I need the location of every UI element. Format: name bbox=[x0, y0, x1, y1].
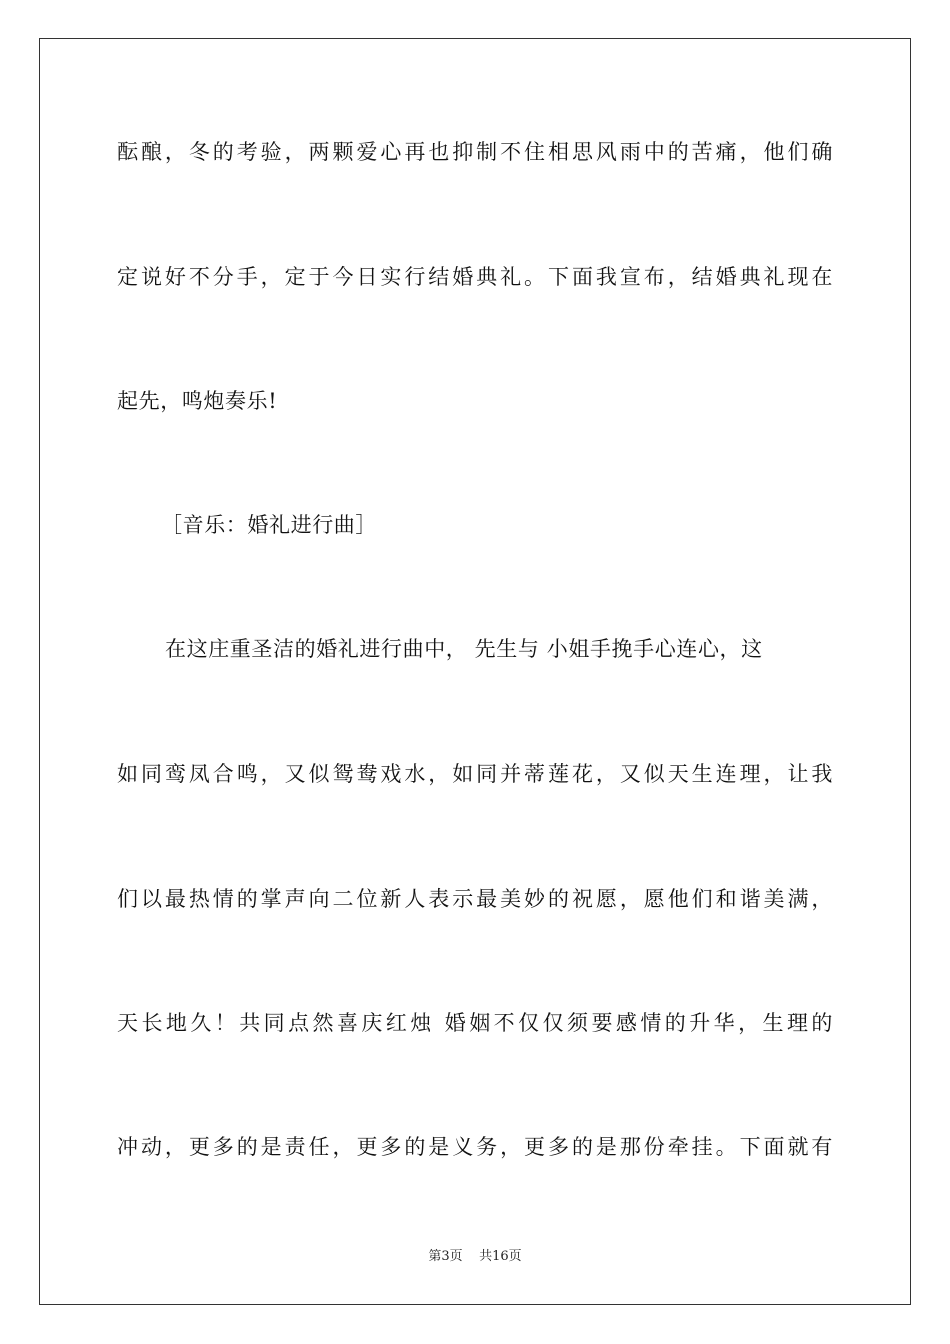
text-line-1: 酝酿，冬的考验，两颗爱心再也抑制不住相思风雨中的苦痛，他们确 bbox=[117, 140, 833, 164]
text-line-8: 天长地久！共同点然喜庆红烛 婚姻不仅仅须要感情的升华，生理的 bbox=[117, 1011, 833, 1035]
text-line-5: 在这庄重圣洁的婚礼进行曲中， 先生与 小姐手挽手心连心，这 bbox=[165, 637, 763, 661]
text-line-3: 起先，鸣炮奏乐! bbox=[117, 389, 278, 413]
music-note-line: ［音乐：婚礼进行曲］ bbox=[161, 513, 377, 537]
text-line-6: 如同鸾凤合鸣，又似鸳鸯戏水，如同并蒂莲花，又似天生连理，让我 bbox=[117, 762, 833, 786]
page-total: 共16页 bbox=[479, 1249, 522, 1264]
text-line-2: 定说好不分手，定于今日实行结婚典礼。下面我宣布，结婚典礼现在 bbox=[117, 265, 833, 289]
text-line-9: 冲动，更多的是责任，更多的是义务，更多的是那份牵挂。下面就有 bbox=[117, 1135, 833, 1159]
text-line-7: 们以最热情的掌声向二位新人表示最美妙的祝愿，愿他们和谐美满， bbox=[117, 887, 833, 911]
page-footer bbox=[0, 1245, 950, 1264]
page-number: 第3页 bbox=[428, 1249, 463, 1264]
page-frame bbox=[39, 38, 911, 1305]
